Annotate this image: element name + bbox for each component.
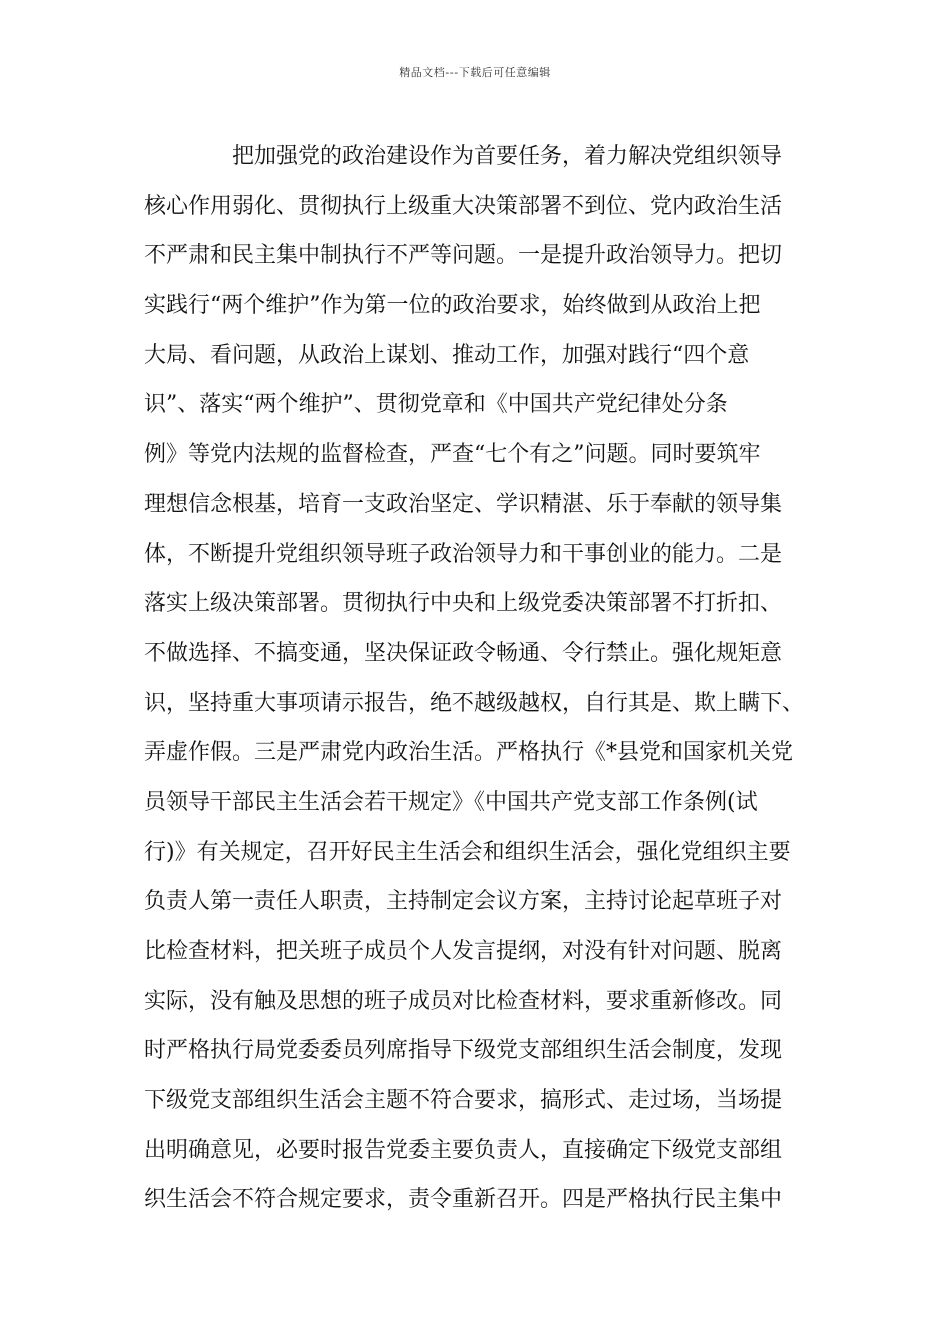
- text-line: 不严肃和民主集中制执行不严等问题。一是提升政治领导力。把切: [144, 243, 783, 269]
- document-body: [144, 132, 834, 1225]
- text-line: 行)》有关规定，召开好民主生活会和组织生活会，强化党组织主要: [144, 839, 791, 865]
- page-header: 精品文档---下载后可任意编辑: [399, 66, 551, 79]
- text-line: 织生活会不符合规定要求，责令重新召开。四是严格执行民主集中: [144, 1187, 783, 1213]
- text-line: 理想信念根基，培育一支政治坚定、学识精湛、乐于奉献的领导集: [144, 491, 783, 517]
- text-line: 实践行“两个维护”作为第一位的政治要求，始终做到从政治上把: [144, 293, 761, 319]
- text-line: 落实上级决策部署。贯彻执行中央和上级党委决策部署不打折扣、: [144, 591, 783, 617]
- text-line: 例》等党内法规的监督检查，严查“七个有之”问题。同时要筑牢: [144, 442, 761, 468]
- text-line: 体，不断提升党组织领导班子政治领导力和干事创业的能力。二是: [144, 541, 783, 567]
- text-line: 大局、看问题，从政治上谋划、推动工作，加强对践行“四个意: [144, 342, 750, 368]
- text-line: 把加强党的政治建设作为首要任务，着力解决党组织领导: [232, 144, 783, 169]
- text-line: 不做选择、不搞变通，坚决保证政令畅通、令行禁止。强化规矩意: [144, 640, 783, 666]
- text-line: 识”、落实“两个维护”、贯彻党章和《中国共产党纪律处分条: [144, 392, 728, 418]
- text-line: 时严格执行局党委委员列席指导下级党支部组织生活会制度，发现: [144, 1038, 783, 1064]
- text-line: 实际，没有触及思想的班子成员对比检查材料，要求重新修改。同: [144, 988, 783, 1014]
- text-line: 负责人第一责任人职责，主持制定会议方案，主持讨论起草班子对: [144, 889, 783, 915]
- text-line: 比检查材料，把关班子成员个人发言提纲，对没有针对问题、脱离: [144, 939, 783, 964]
- text-line: 员领导干部民主生活会若干规定》《中国共产党支部工作条例(试: [144, 789, 758, 815]
- text-line: 核心作用弱化、贯彻执行上级重大决策部署不到位、党内政治生活: [144, 193, 783, 219]
- text-line: 弄虚作假。三是严肃党内政治生活。严格执行《*县党和国家机关党: [144, 740, 794, 766]
- text-line: 出明确意见，必要时报告党委主要负责人，直接确定下级党支部组: [144, 1137, 783, 1163]
- text-line: 下级党支部组织生活会主题不符合要求，搞形式、走过场，当场提: [144, 1088, 783, 1114]
- text-line: 识，坚持重大事项请示报告，绝不越级越权，自行其是、欺上瞒下、: [144, 690, 805, 716]
